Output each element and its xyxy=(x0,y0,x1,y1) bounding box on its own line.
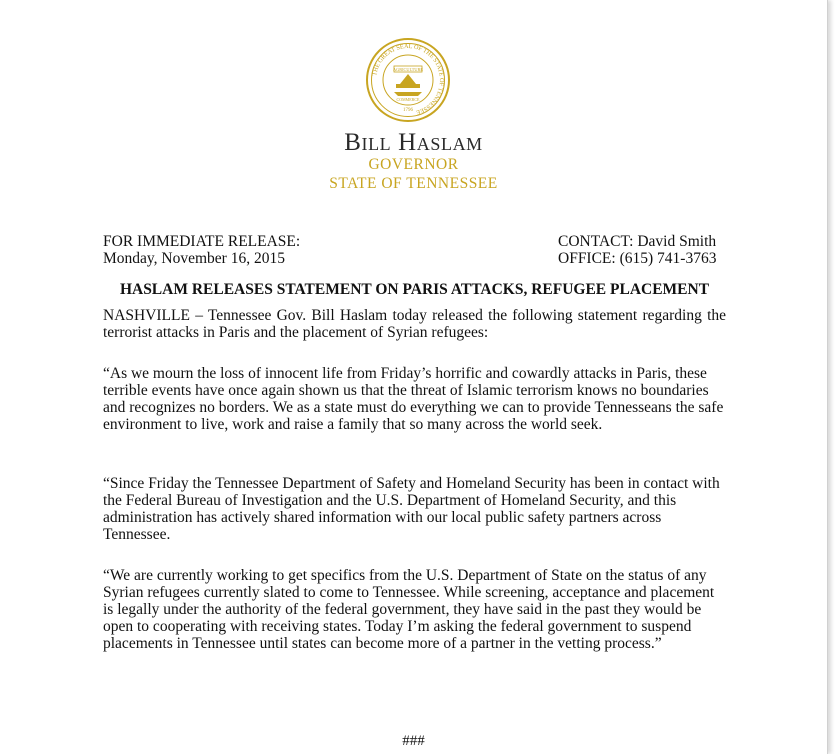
paragraph-quote-1: “As we mourn the loss of innocent life from Friday’s horrific and cowardly attacks in Paris, these terrible events have once again shown us that the threat of Islamic terrorism knows no boundaries and recognizes no borders. We as a state must do everything we can to provide Tennesseans the safe environment to live, work and raise a family that so many across the world seek. xyxy=(103,365,724,433)
svg-text:AGRICULTURE: AGRICULTURE xyxy=(393,67,423,72)
release-date: Monday, November 16, 2015 xyxy=(103,250,285,267)
svg-text:COMMERCE: COMMERCE xyxy=(396,97,420,102)
governor-title: GOVERNOR xyxy=(368,156,459,173)
paragraph-intro: NASHVILLE – Tennessee Gov. Bill Haslam today released the following statement regarding the terrorist attacks in Paris and the placement of Syrian refugees: xyxy=(103,307,726,341)
svg-text:1796: 1796 xyxy=(403,108,413,113)
release-label: FOR IMMEDIATE RELEASE: xyxy=(103,233,301,250)
release-info xyxy=(103,233,300,267)
state-seal-icon xyxy=(366,38,450,122)
svg-text:THE GREAT SEAL OF THE STATE OF: THE GREAT SEAL OF THE STATE OF TENNESSEE xyxy=(371,42,446,116)
paragraph-quote-2: “Since Friday the Tennessee Department of Safety and Homeland Security has been in contact with the Federal Bureau of Investigation and the U.S. Department of Homeland Security, and this administration has actively shared information with our local public safety partners across Tennessee. xyxy=(103,475,720,543)
contact-name: CONTACT: David Smith xyxy=(558,233,717,250)
state-name: STATE OF TENNESSEE xyxy=(329,175,498,192)
contact-office: OFFICE: (615) 741-3763 xyxy=(558,250,717,267)
governor-name: Bill Haslam xyxy=(344,129,483,156)
end-mark: ### xyxy=(402,733,425,749)
paragraph-quote-3: “We are currently working to get specifics from the U.S. Department of State on the status of any Syrian refugees currently slated to come to Tennessee. While screening, acceptance and placement is legally under the authority of the federal government, they have said in the past they would be open to cooperating with receiving states. Today I’m asking the federal government to suspend placements in Tennessee until states can become more of a partner in the vetting process.” xyxy=(103,567,715,652)
headline: HASLAM RELEASES STATEMENT ON PARIS ATTACKS, REFUGEE PLACEMENT xyxy=(119,281,710,298)
contact-info xyxy=(558,233,716,267)
